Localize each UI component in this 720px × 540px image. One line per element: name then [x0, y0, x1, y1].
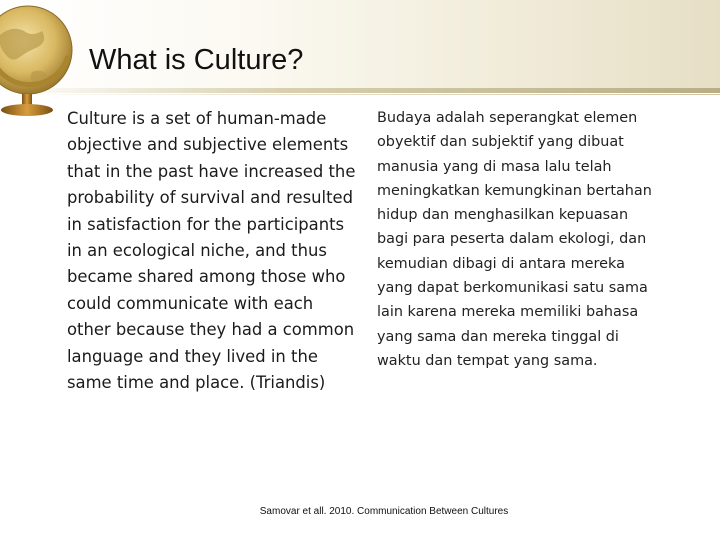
source-citation: Samovar et all. 2010. Communication Between Cultures [259, 506, 509, 517]
indonesian-definition-text: Budaya adalah seperangkat elemen obyektif dan subjektif yang dibuat manusia yang di masa lalu telah meningkatkan kemungkinan bertahan hidup dan menghasilkan kepuasan bagi para peserta dalam ekologi, dan kemudian dibagi di antara mereka yang dapat berkomunikasi satu sama lain karena mereka memiliki bahasa yang sama dan mereka tinggal di waktu dan tempat yang sama. [377, 110, 652, 369]
header-divider [0, 88, 720, 93]
globe-icon [0, 0, 80, 120]
english-definition-text: Culture is a set of human-made objective and subjective elements that in the past have increased the probability of survival and resulted in satisfaction for the participants in an ecological niche, and thus became shared among those who could communicate with each other because they had a common language and they lived in the same time and place. (Triandis) [67, 109, 356, 393]
slide-title: What is Culture? [89, 44, 304, 76]
header-divider-thin [0, 94, 720, 95]
